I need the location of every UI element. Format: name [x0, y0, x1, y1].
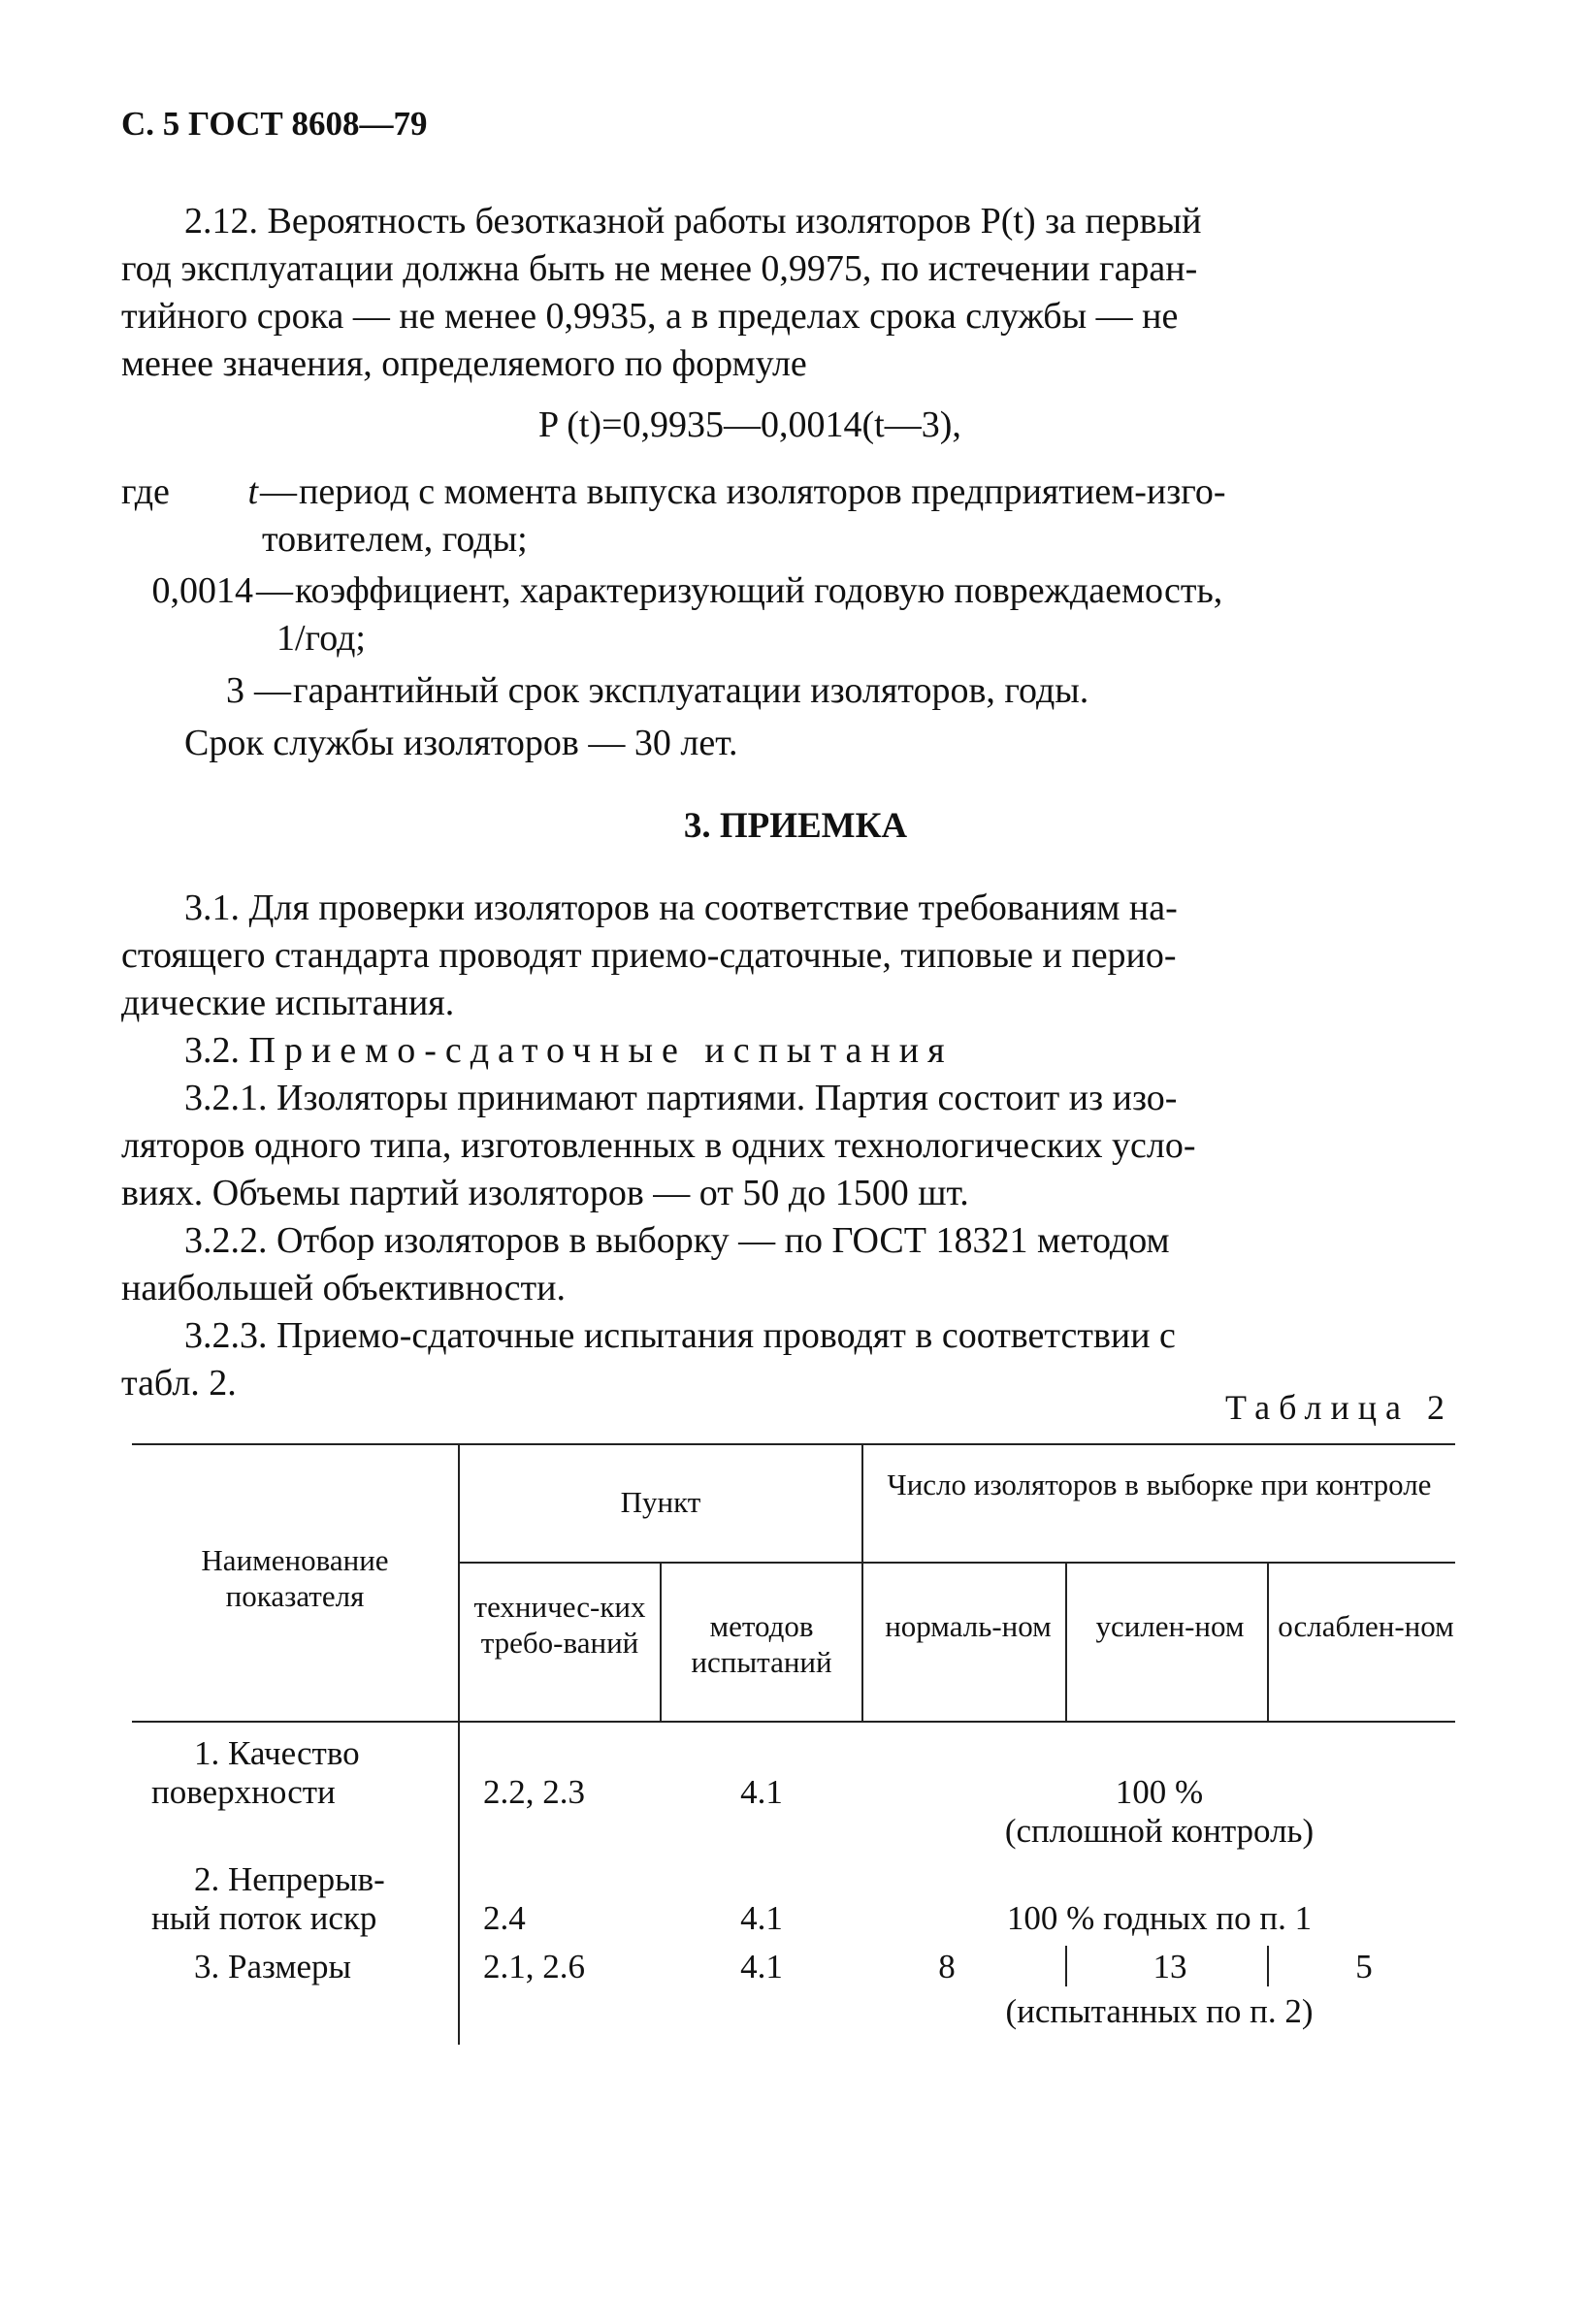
- table-header-rule: [132, 1721, 1455, 1723]
- page-header: С. 5 ГОСТ 8608—79: [121, 105, 428, 143]
- row-2-name-line-1: 2. Непрерыв-: [194, 1860, 385, 1898]
- table-col-divider: [458, 1443, 460, 2045]
- def-coef-line-1: коэффициент, характеризующий годовую повреждаемость,: [295, 570, 1223, 611]
- service-life: Срок службы изоляторов — 30 лет.: [184, 723, 738, 763]
- para-3-1-line-2: стоящего стандарта проводят приемо-сдаточные, типовые и перио-: [121, 935, 1177, 976]
- header-point-methods: методов испытаний: [691, 1609, 832, 1679]
- def-coef-line-2: 1/год;: [276, 618, 366, 659]
- row-1-sample-line-1: 100 %: [1115, 1773, 1204, 1811]
- def-symbol-coef: 0,0014: [151, 570, 253, 611]
- para-2-12-line-1: 2.12. Вероятность безотказной работы изоляторов P(t) за первый: [184, 201, 1202, 242]
- def-t-line-1: период с момента выпуска изоляторов предприятием-изго-: [299, 471, 1226, 512]
- header-sample-count: Число изоляторов в выборке при контроле: [887, 1468, 1432, 1501]
- row-1-method: 4.1: [740, 1773, 783, 1811]
- para-3-2-heading: [184, 1027, 954, 1075]
- para-3-2-1-line-1: 3.2.1. Изоляторы принимают партиями. Партия состоит из изо-: [184, 1078, 1178, 1118]
- row-2-sample: 100 % годных по п. 1: [1006, 1899, 1313, 1937]
- para-3-2-3-line-2: табл. 2.: [121, 1363, 237, 1404]
- para-3-2-2-line-2: наибольшей объективности.: [121, 1268, 566, 1308]
- section-title: 3. ПРИЕМКА: [683, 806, 908, 846]
- where-word: где: [121, 471, 170, 512]
- table-top-rule: [132, 1443, 1455, 1445]
- def-3-line-1: гарантийный срок эксплуатации изоляторов, годы.: [293, 670, 1089, 711]
- header-point: Пункт: [620, 1485, 701, 1519]
- def-symbol-3: 3: [226, 670, 244, 711]
- row-1-sample-line-2: (сплошной контроль): [1004, 1812, 1315, 1850]
- para-3-2-3-line-1: 3.2.3. Приемо-сдаточные испытания проводят в соответствии с: [184, 1315, 1176, 1356]
- header-normal: нормаль-ном: [885, 1609, 1052, 1643]
- def-dash: —: [260, 471, 297, 512]
- table-col-divider: [1267, 1562, 1269, 1721]
- def-dash: —: [256, 570, 293, 611]
- table-col-divider: [1065, 1562, 1067, 1721]
- para-3-1-line-1: 3.1. Для проверки изоляторов на соответствие требованиям на-: [184, 888, 1178, 928]
- row-3-loose: 5: [1355, 1948, 1373, 1985]
- row-3-normal: 8: [938, 1948, 956, 1985]
- header-point-tech: техничес-ких требо-ваний: [473, 1590, 646, 1660]
- row-3-tight: 13: [1153, 1948, 1187, 1985]
- table-subheader-rule: [458, 1562, 1455, 1564]
- def-symbol-t: t: [247, 471, 258, 512]
- para-2-12-line-4: менее значения, определяемого по формуле: [121, 343, 807, 384]
- header-indicator-name: Наименование показателя: [201, 1543, 389, 1613]
- row-3-tech: 2.1, 2.6: [483, 1948, 585, 1985]
- row-1-name-line-2: поверхности: [151, 1773, 336, 1811]
- row-1-tech: 2.2, 2.3: [483, 1773, 585, 1811]
- table-caption: Таблица 2: [1225, 1388, 1453, 1427]
- table-col-divider: [660, 1562, 662, 1721]
- para-3-2-title: Приемо-сдаточные испытания: [248, 1030, 954, 1071]
- para-3-2-number: 3.2.: [184, 1030, 240, 1071]
- para-3-1-line-3: дические испытания.: [121, 983, 455, 1023]
- row-3-separator: [1065, 1946, 1067, 1986]
- header-tight: усилен-ном: [1095, 1609, 1245, 1643]
- row-2-name-line-2: ный поток искр: [151, 1899, 377, 1937]
- table-2: [132, 1443, 1455, 2045]
- row-3-name: 3. Размеры: [194, 1948, 352, 1985]
- def-dash: —: [254, 670, 291, 711]
- para-3-2-1-line-2: ляторов одного типа, изготовленных в одних технологических усло-: [121, 1125, 1196, 1166]
- row-2-method: 4.1: [740, 1899, 783, 1937]
- row-3-separator: [1267, 1946, 1269, 1986]
- para-3-2-2-line-1: 3.2.2. Отбор изоляторов в выборку — по ГОСТ 18321 методом: [184, 1220, 1170, 1261]
- def-t-line-2: товителем, годы;: [262, 519, 528, 560]
- para-2-12-line-2: год эксплуатации должна быть не менее 0,9975, по истечении гаран-: [121, 248, 1198, 289]
- row-3-method: 4.1: [740, 1948, 783, 1985]
- para-3-2-1-line-3: виях. Объемы партий изоляторов — от 50 до 1500 шт.: [121, 1173, 969, 1213]
- formula: P (t)=0,9935—0,0014(t—3),: [538, 404, 961, 445]
- header-loose: ослаблен-ном: [1278, 1609, 1454, 1643]
- row-1-name-line-1: 1. Качество: [194, 1734, 360, 1772]
- para-2-12-line-3: тийного срока — не менее 0,9935, а в пределах срока службы — не: [121, 296, 1179, 337]
- row-3-note: (испытанных по п. 2): [1005, 1992, 1314, 2030]
- row-2-tech: 2.4: [483, 1899, 526, 1937]
